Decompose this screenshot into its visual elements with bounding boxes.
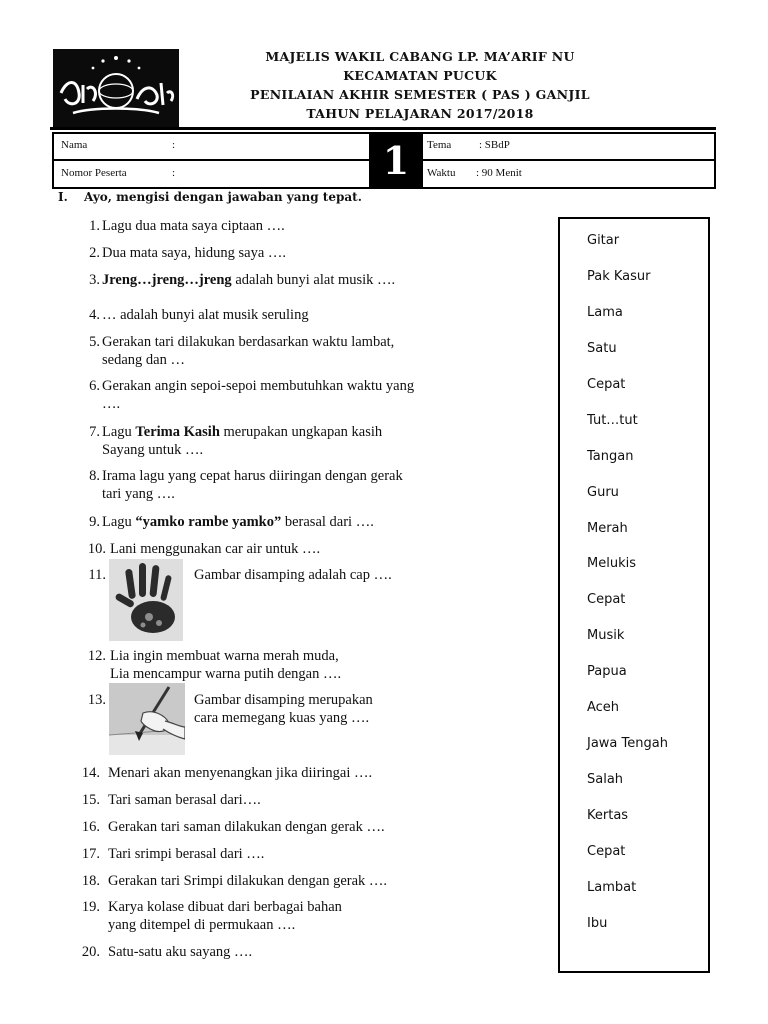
question-text: Gambar disamping adalah cap …. bbox=[194, 567, 392, 583]
identity-row-divider bbox=[423, 159, 716, 161]
question-number: 2. bbox=[89, 245, 100, 261]
answer-option: Lambat bbox=[587, 880, 637, 895]
question-text: Tari srimpi berasal dari …. bbox=[108, 846, 265, 862]
answer-option: Kertas bbox=[587, 808, 629, 823]
question-text: Lia ingin membuat warna merah muda, bbox=[110, 648, 339, 664]
question-text: Menari akan menyenangkan jika diiringai …. bbox=[108, 765, 373, 781]
answer-option: Pak Kasur bbox=[587, 269, 651, 284]
question-number: 16. bbox=[81, 819, 100, 835]
question-text: berasal dari …. bbox=[281, 514, 374, 530]
question-number: 15. bbox=[81, 792, 100, 808]
question-text: Tari saman berasal dari…. bbox=[108, 792, 261, 808]
question-number: 9. bbox=[89, 514, 100, 530]
question-text: Lagu bbox=[102, 514, 136, 530]
question-number: 3. bbox=[89, 272, 100, 288]
question-number: 4. bbox=[89, 307, 100, 323]
question-text: Gerakan tari dilakukan berdasarkan waktu lambat, bbox=[102, 334, 395, 350]
question-text: Gambar disamping merupakan bbox=[194, 692, 373, 708]
question-number: 14. bbox=[81, 765, 100, 781]
question-text: Gerakan tari saman dilakukan dengan gerak …. bbox=[108, 819, 385, 835]
question-number: 5. bbox=[89, 334, 100, 350]
question-text: Lagu dua mata saya ciptaan …. bbox=[102, 218, 285, 234]
question-text: Dua mata saya, hidung saya …. bbox=[102, 245, 287, 261]
header-title-line-4: TAHUN PELAJARAN 2017/2018 bbox=[306, 106, 534, 121]
section-heading bbox=[58, 190, 362, 204]
section-roman-numeral: I. bbox=[58, 190, 68, 204]
question-number: 10. bbox=[87, 541, 106, 557]
question-number: 8. bbox=[89, 468, 100, 484]
answer-option: Cepat bbox=[587, 377, 626, 392]
question-number: 7. bbox=[89, 424, 100, 440]
answer-option: Tangan bbox=[587, 449, 634, 464]
question-text: Lagu bbox=[102, 424, 136, 440]
question-text: adalah bunyi alat musik …. bbox=[231, 272, 396, 288]
question-text: Karya kolase dibuat dari berbagai bahan bbox=[108, 899, 342, 915]
header-title-line-3: PENILAIAN AKHIR SEMESTER ( PAS ) GANJIL bbox=[250, 87, 590, 102]
question-text: Lani menggunakan car air untuk …. bbox=[110, 541, 321, 557]
nomor-peserta-label: Nomor Peserta bbox=[61, 167, 127, 179]
question-number: 11. bbox=[88, 567, 106, 583]
answer-option: Salah bbox=[587, 772, 624, 787]
answer-option: Cepat bbox=[587, 844, 626, 859]
question-number: 6. bbox=[89, 378, 100, 394]
question-number: 12. bbox=[87, 648, 106, 664]
tema-value: : SBdP bbox=[479, 139, 510, 151]
answer-option: Musik bbox=[587, 628, 625, 643]
question-number: 1. bbox=[89, 218, 100, 234]
header-divider bbox=[50, 127, 716, 130]
question-bold-text: Jreng…jreng…jreng bbox=[102, 272, 232, 288]
answer-choices-box bbox=[558, 217, 710, 973]
nama-colon: : bbox=[172, 139, 176, 151]
handprint-icon bbox=[109, 559, 183, 641]
question-text-line-2: Lia mencampur warna putih dengan …. bbox=[110, 666, 342, 682]
question-text-line-2: sedang dan … bbox=[102, 352, 185, 368]
answer-option: Jawa Tengah bbox=[587, 736, 668, 751]
answer-option: Tut…tut bbox=[587, 413, 638, 428]
question-number: 18. bbox=[81, 873, 100, 889]
answer-option: Aceh bbox=[587, 700, 620, 715]
answer-option: Ibu bbox=[587, 916, 608, 931]
section-instruction: Ayo, mengisi dengan jawaban yang tepat. bbox=[84, 190, 362, 204]
answer-option: Lama bbox=[587, 305, 623, 320]
answer-option: Guru bbox=[587, 485, 619, 500]
question-text-line-2: …. bbox=[102, 396, 121, 412]
hand-holding-brush-icon bbox=[109, 683, 185, 755]
question-text: … adalah bunyi alat musik seruling bbox=[102, 307, 309, 323]
question-number: 19. bbox=[81, 899, 100, 915]
header-title-line-1: MAJELIS WAKIL CABANG LP. MA’ARIF NU bbox=[265, 49, 575, 64]
question-number: 17. bbox=[81, 846, 100, 862]
question-text-line-2: yang ditempel di permukaan …. bbox=[108, 917, 296, 933]
class-number-badge: 1 bbox=[369, 134, 423, 187]
question-text: Gerakan tari Srimpi dilakukan dengan gerak …. bbox=[108, 873, 388, 889]
question-text-line-2: tari yang …. bbox=[102, 486, 175, 502]
student-identity-box bbox=[52, 132, 716, 189]
answer-option: Satu bbox=[587, 341, 617, 356]
question-text: Satu-satu aku sayang …. bbox=[108, 944, 253, 960]
waktu-label: Waktu bbox=[427, 167, 456, 179]
identity-row-divider bbox=[54, 159, 369, 161]
question-text: merupakan ungkapan kasih bbox=[219, 424, 383, 440]
answer-option: Gitar bbox=[587, 233, 620, 248]
question-text-line-2: Sayang untuk …. bbox=[102, 442, 204, 458]
answer-option: Melukis bbox=[587, 556, 636, 571]
header-title-line-2: KECAMATAN PUCUK bbox=[343, 68, 497, 83]
question-text: Irama lagu yang cepat harus diiringan dengan gerak bbox=[102, 468, 403, 484]
nu-logo-icon bbox=[53, 49, 179, 127]
question-bold-text: “yamko rambe yamko” bbox=[135, 514, 282, 530]
answer-option: Cepat bbox=[587, 592, 626, 607]
waktu-value: : 90 Menit bbox=[476, 167, 522, 179]
question-number: 13. bbox=[87, 692, 106, 708]
nama-label: Nama bbox=[61, 139, 88, 151]
question-number: 20. bbox=[81, 944, 100, 960]
nomor-peserta-colon: : bbox=[172, 167, 176, 179]
question-text: Gerakan angin sepoi-sepoi membutuhkan waktu yang bbox=[102, 378, 415, 394]
tema-label: Tema bbox=[427, 139, 452, 151]
question-text-line-2: cara memegang kuas yang …. bbox=[194, 710, 370, 726]
answer-option: Merah bbox=[587, 521, 628, 536]
question-bold-text: Terima Kasih bbox=[135, 424, 220, 440]
answer-option: Papua bbox=[587, 664, 627, 679]
